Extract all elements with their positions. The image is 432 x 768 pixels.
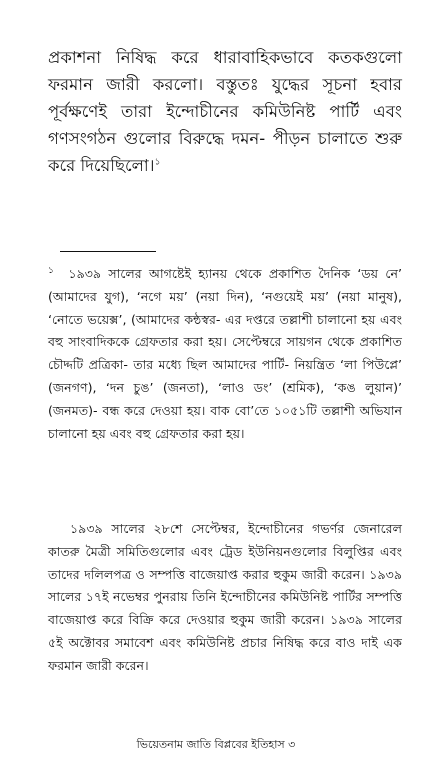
- footnote-marker: ১: [48, 265, 54, 276]
- continuation-block: [48, 518, 402, 678]
- main-paragraph: [48, 44, 402, 179]
- footnote-separator: [60, 251, 156, 252]
- continuation-paragraph: ১৯৩৯ সালের ২৮শে সেপ্টেম্বর, ইন্দোচীনের গভর্ণর জেনারেল কাতরু মৈত্রী সমিতিগুলোর এবং ট্রেড ইউনিয়নগুলোর বিলুপ্তির এবং তাদের দলিলপত্র ও সম্পত্তি বাজেয়াপ্ত করার হুকুম জারী করেন। ১৯৩৯ সালের ১৭ই নভেম্বর পুনরায় তিনি ইন্দোচীনের কমিউনিষ্ট পার্টির সম্পত্তি বাজেয়াপ্ত করে বিক্রি করে দেওয়ার হুকুম জারী করেন। ১৯৩৯ সালের ৫ই অক্টোবর সমাবেশ এবং কমিউনিষ্ট প্রচার নিষিদ্ধ করে বাও দাই এক ফরমান জারী করেন।: [48, 521, 402, 673]
- main-text-block: [48, 44, 402, 179]
- footnote-block: [48, 263, 402, 445]
- running-footer: ভিয়েতনাম জাতি বিপ্লবের ইতিহাস ৩: [136, 738, 296, 751]
- footnote-reference: ১: [154, 157, 161, 168]
- footnote-paragraph: [48, 263, 402, 445]
- main-paragraph-text: প্রকাশনা নিষিদ্ধ করে ধারাবাহিকভাবে কতকগুলো ফরমান জারী করলো। বস্তুতঃ যুদ্ধের সূচনা হবার পূর্বক্ষণেই তারা ইন্দোচীনের কমিউনিষ্ট পার্টি এবং গণসংগঠন গুলোর বিরুদ্ধে দমন- পীড়ন চালাতে শুরু করে দিয়েছিলো।: [48, 48, 402, 175]
- footnote-text: ১৯৩৯ সালের আগষ্টেই হ্যানয় থেকে প্রকাশিত দৈনিক ‘ডয় নে’ (আমাদের যুগ), ‘নগে ময়’ (নয়া দিন), ‘নগুয়েই ময়’ (নয়া মানুষ), ‘নোতে ভয়েক্স’, (আমাদের কন্ঠস্বর- এর দপ্তরে তল্লাশী চালানো হয় এবং বহু সাংবাদিককে গ্রেফতার করা হয়। সেপ্টেম্বরে সায়গন থেকে প্রকাশিত চৌদ্দটি প্রত্রিকা- তার মধ্যে ছিল আমাদের পার্টি- নিয়ন্ত্রিত ‘লা পিউপ্লে’ (জনগণ), ‘দন চুঙ’ (জনতা), ‘লাও ডং’ (শ্রমিক), ‘কঙ লুয়ান)’ (জনমত)- বন্ধ করে দেওয়া হয়। বাক বো’তে ১০৫১টি তল্লাশী অভিযান চালানো হয় এবং বহু গ্রেফতার করা হয়।: [48, 266, 402, 441]
